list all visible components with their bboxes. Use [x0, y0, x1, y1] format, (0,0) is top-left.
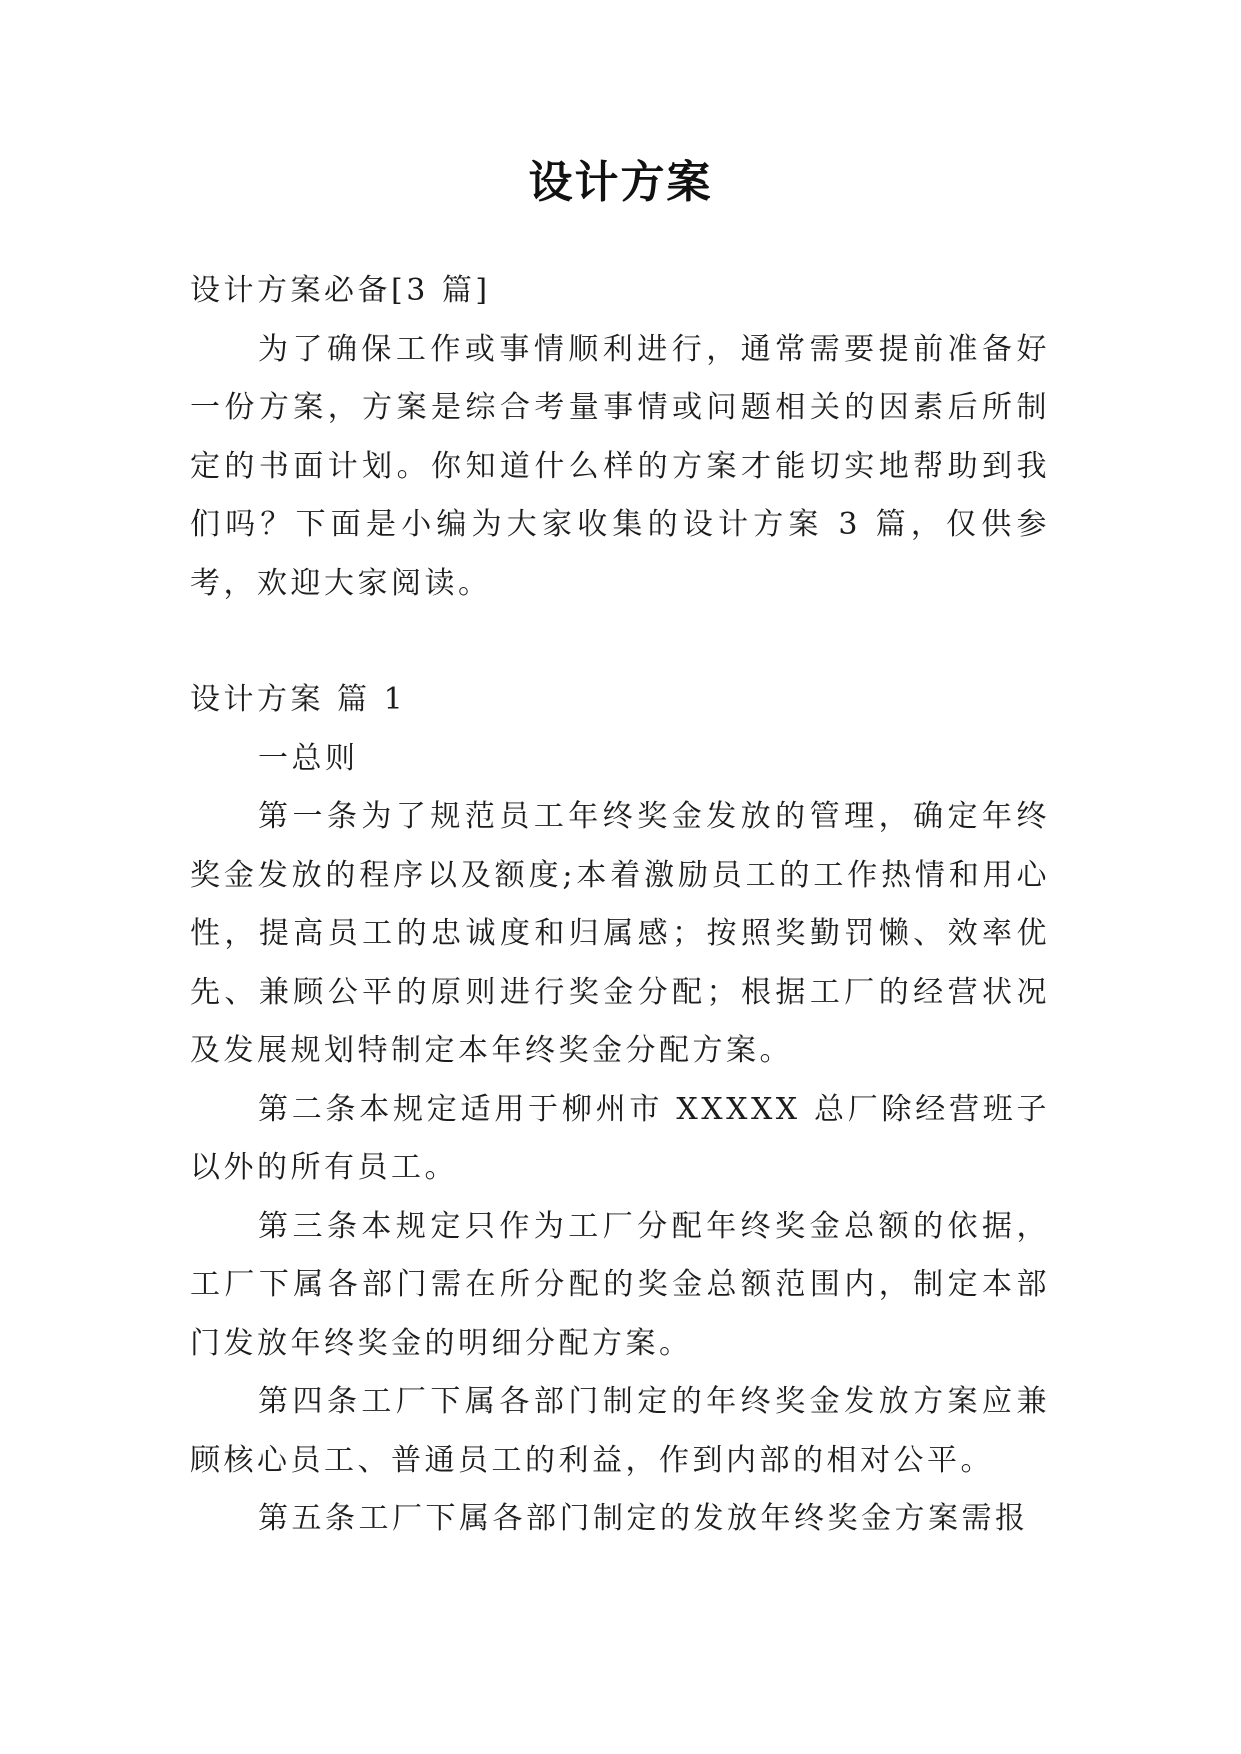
article-paragraph-3: 第三条本规定只作为工厂分配年终奖金总额的依据，工厂下属各部门需在所分配的奖金总额范围内，制定本部门发放年终奖金的明细分配方案。: [190, 1208, 1050, 1361]
section-subheading: 一总则: [258, 740, 359, 776]
document-body: [190, 262, 1050, 1549]
article-paragraph-2: 第二条本规定适用于柳州市 XXXXX 总厂除经营班子以外的所有员工。: [190, 1091, 1050, 1185]
article-paragraph-1: 第一条为了规范员工年终奖金发放的管理，确定年终奖金发放的程序以及额度;本着激励员工的工作热情和用心性，提高员工的忠诚度和归属感；按照奖勤罚懒、效率优先、兼顾公平的原则进行奖金分配；根据工厂的经营状况及发展规划特制定本年终奖金分配方案。: [190, 799, 1050, 1068]
document-title: 设计方案: [528, 157, 713, 208]
article-paragraph-5: 第五条工厂下属各部门制定的发放年终奖金方案需报: [258, 1501, 1029, 1536]
section-heading: 设计方案 篇 1: [190, 682, 407, 717]
intro-paragraph: 为了确保工作或事情顺利进行，通常需要提前准备好一份方案，方案是综合考量事情或问题相关的因素后所制定的书面计划。你知道什么样的方案才能切实地帮助到我们吗？下面是小编为大家收集的设计方案 3 篇，仅供参考，欢迎大家阅读。: [190, 331, 1050, 601]
document-subtitle: 设计方案必备[3 篇]: [190, 273, 491, 308]
article-paragraph-4: 第四条工厂下属各部门制定的年终奖金发放方案应兼顾核心员工、普通员工的利益，作到内部的相对公平。: [190, 1384, 1050, 1478]
